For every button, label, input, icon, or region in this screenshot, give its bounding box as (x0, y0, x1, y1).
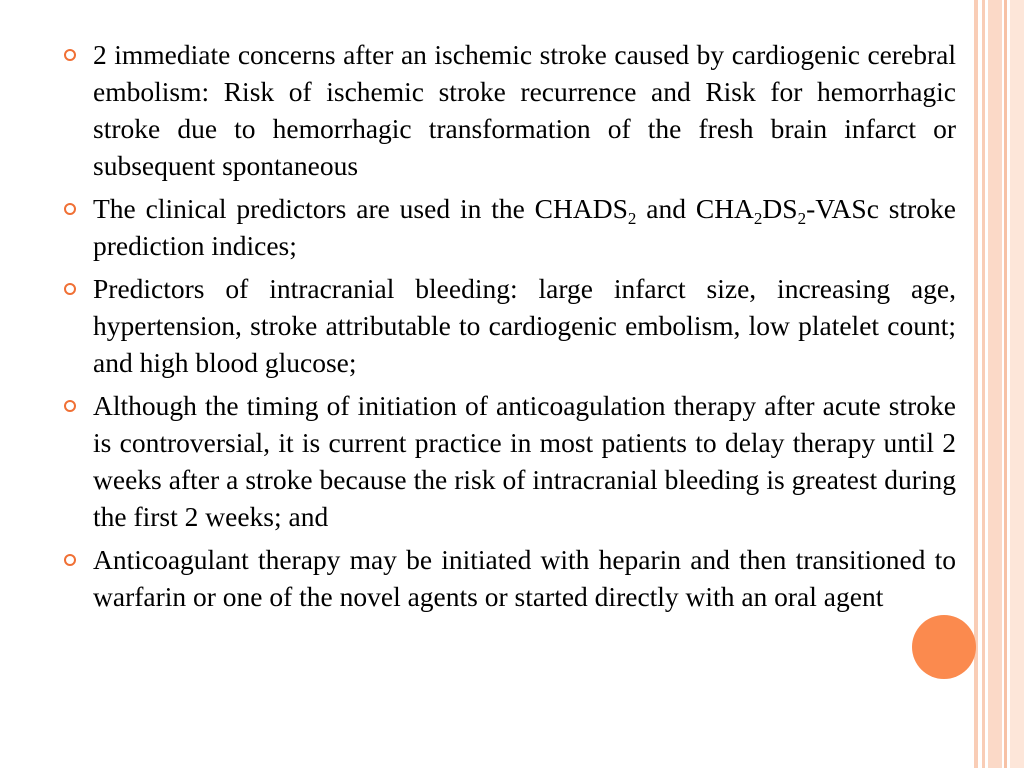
stripe (1004, 0, 1007, 768)
bullet-ring-icon (64, 283, 76, 295)
bullet-item (64, 270, 956, 381)
bullet-text: Anticoagulant therapy may be initiated with heparin and then transitioned to warfarin or one of the novel agents or started directly with an oral agent (93, 544, 956, 612)
bullet-item (64, 190, 956, 264)
subscript: 2 (627, 209, 637, 228)
bullet-text: Predictors of intracranial bleeding: large infarct size, increasing age, hypertension, stroke attributable to cardiogenic embolism, low platelet count; and high blood glucose; (93, 273, 956, 378)
bullet-item (64, 541, 956, 615)
slide-content (64, 36, 956, 621)
subscript: 2 (797, 209, 807, 228)
decorative-stripes (974, 0, 1024, 768)
stripe (988, 0, 1002, 768)
bullet-text: -VASc stroke prediction indices; (93, 193, 956, 261)
bullet-text: DS (762, 193, 798, 224)
bullet-text: Although the timing of initiation of anticoagulation therapy after acute stroke is controversial, it is current practice in most patients to delay therapy until 2 weeks after a stroke because the risk of intracranial bleeding is greatest during the first 2 weeks; and (93, 390, 956, 532)
stripe (982, 0, 985, 768)
bullet-ring-icon (64, 203, 76, 215)
bullet-item (64, 36, 956, 184)
bullet-item (64, 387, 956, 535)
decorative-circle (912, 615, 976, 679)
bullet-ring-icon (64, 49, 76, 61)
bullet-text: The clinical predictors are used in the CHADS (93, 193, 628, 224)
stripe (1010, 0, 1024, 768)
subscript: 2 (753, 209, 763, 228)
bullet-ring-icon (64, 554, 76, 566)
bullet-text: and CHA (636, 193, 754, 224)
bullet-ring-icon (64, 400, 76, 412)
bullet-text: 2 immediate concerns after an ischemic stroke caused by cardiogenic cerebral embolism: Risk of ischemic stroke recurrence and Risk for hemorrhagic stroke due to hemorrhagic transformation of the fresh brain infarct or subsequent spontaneous (93, 39, 956, 181)
